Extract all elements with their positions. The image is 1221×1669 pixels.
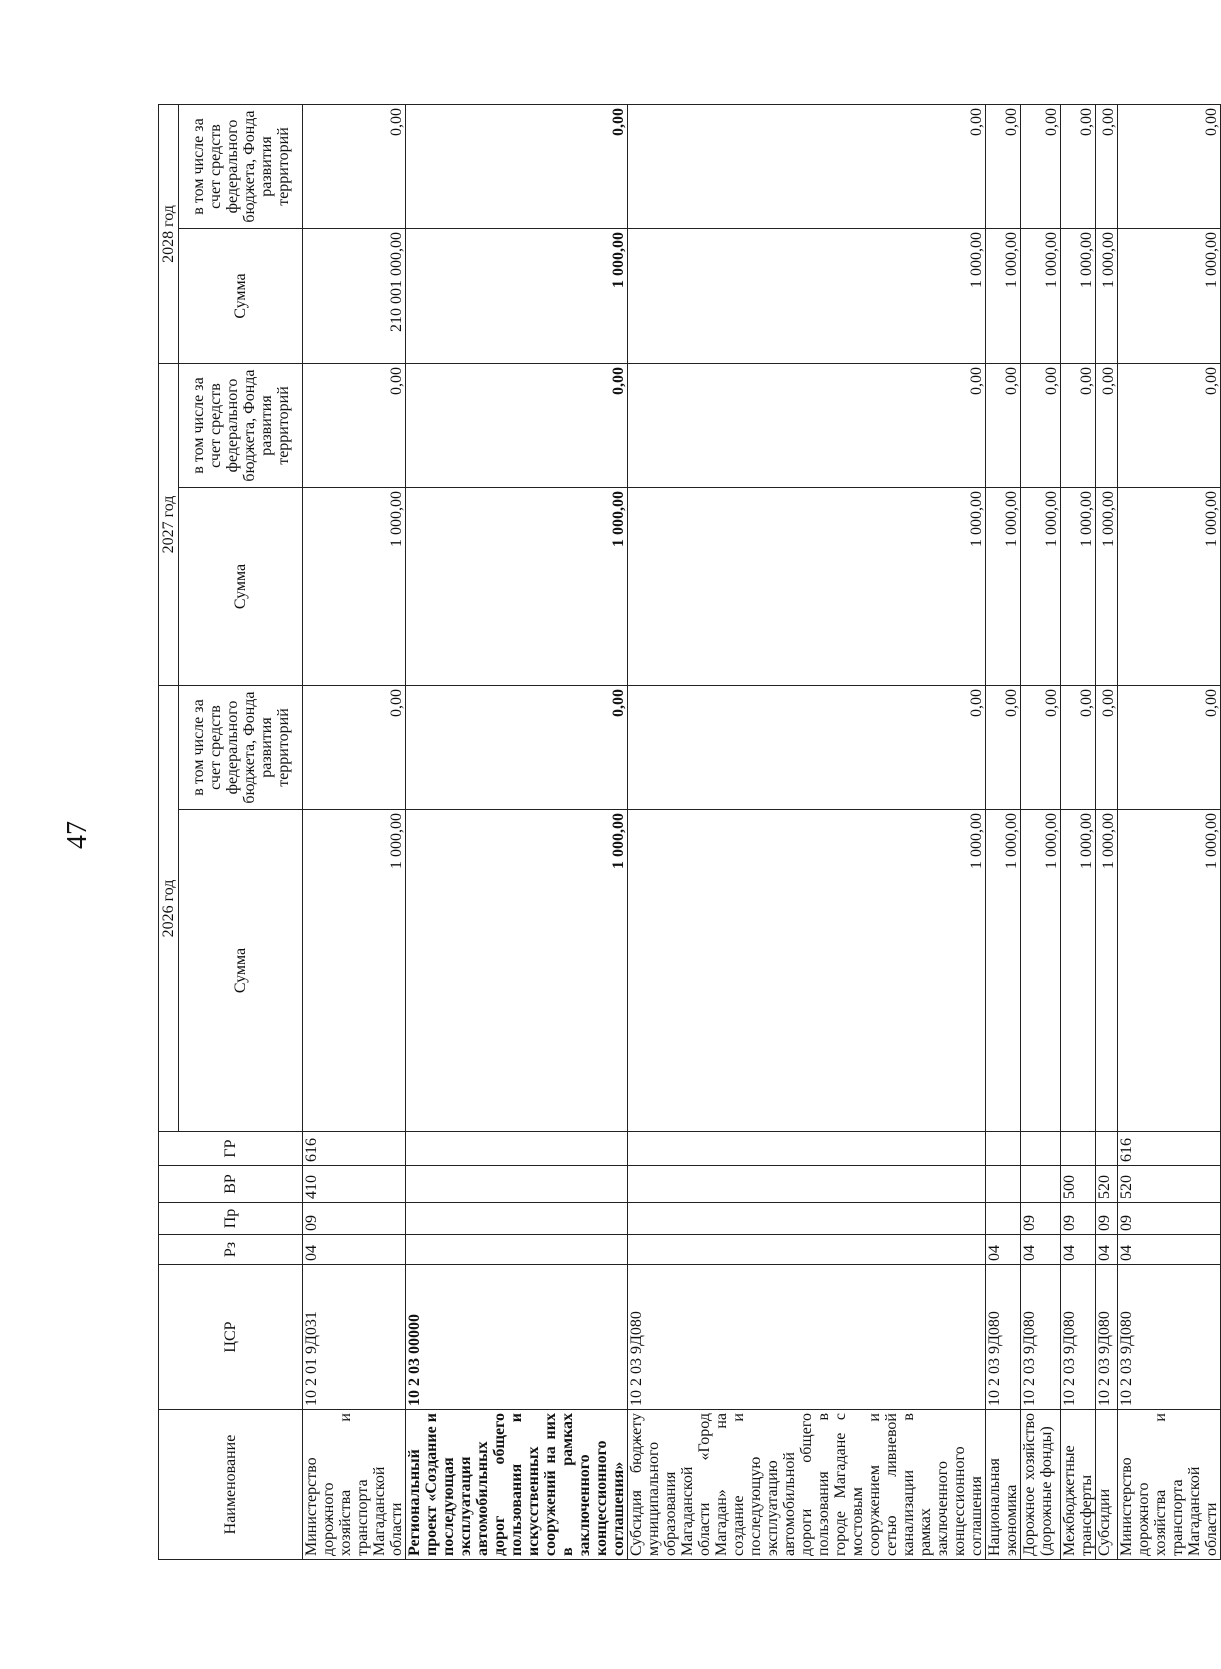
row-pr: 09 [1096, 1203, 1118, 1235]
header-incl-2027: в том числе за счет средств федерального бюджета, Фонда развития территорий [179, 364, 303, 488]
row-incl-2028: 0,00 [303, 105, 406, 229]
page-number: 47 [62, 821, 93, 849]
row-csr: 10 2 03 9Д080 [628, 1265, 986, 1410]
row-incl-2026: 0,00 [303, 686, 406, 810]
row-vr [628, 1166, 986, 1203]
row-sum-2027: 1 000,00 [1021, 488, 1061, 686]
row-sum-2027: 1 000,00 [303, 488, 406, 686]
table-row [1096, 105, 1118, 1560]
row-pr [628, 1203, 986, 1235]
row-rz [406, 1235, 628, 1265]
row-gr [1096, 1132, 1118, 1166]
header-year-2027: 2027 год [159, 364, 179, 686]
row-incl-2028: 0,00 [1096, 105, 1118, 229]
row-incl-2027: 0,00 [986, 364, 1021, 488]
rotated-table-container [158, 105, 1220, 1560]
header-name: Наименование [159, 1410, 303, 1560]
row-csr: 10 2 03 00000 [406, 1265, 628, 1410]
row-gr [1021, 1132, 1061, 1166]
table-row [1118, 105, 1221, 1560]
row-gr [628, 1132, 986, 1166]
row-sum-2028: 1 000,00 [1061, 229, 1096, 364]
row-sum-2027: 1 000,00 [406, 488, 628, 686]
row-incl-2026: 0,00 [1118, 686, 1221, 810]
table-row [1061, 105, 1096, 1560]
row-sum-2028: 1 000,00 [986, 229, 1021, 364]
row-name: Региональный проект «Создание и последующая эксплуатация автомобильных дорог общего пользования и искусственных сооружений на них в рамках заключенного концессионного соглашения» [406, 1410, 628, 1560]
row-incl-2028: 0,00 [1118, 105, 1221, 229]
row-incl-2026: 0,00 [406, 686, 628, 810]
row-sum-2027: 1 000,00 [1061, 488, 1096, 686]
row-rz: 04 [1096, 1235, 1118, 1265]
row-incl-2027: 0,00 [303, 364, 406, 488]
header-sum-2028: Сумма [179, 229, 303, 364]
row-incl-2028: 0,00 [1021, 105, 1061, 229]
row-incl-2027: 0,00 [628, 364, 986, 488]
row-csr: 10 2 03 9Д080 [1021, 1265, 1061, 1410]
row-vr: 500 [1061, 1166, 1096, 1203]
header-year-2026: 2026 год [159, 686, 179, 1132]
row-incl-2027: 0,00 [406, 364, 628, 488]
row-incl-2026: 0,00 [1061, 686, 1096, 810]
header-incl-2028: в том числе за счет средств федерального бюджета, Фонда развития территорий [179, 105, 303, 229]
row-sum-2026: 1 000,00 [406, 810, 628, 1132]
row-rz: 04 [1118, 1235, 1221, 1265]
header-rz: Рз [159, 1235, 303, 1265]
header-year-2028: 2028 год [159, 105, 179, 364]
row-sum-2026: 1 000,00 [303, 810, 406, 1132]
row-sum-2026: 1 000,00 [1021, 810, 1061, 1132]
row-rz: 04 [1021, 1235, 1061, 1265]
table-row [303, 105, 406, 1560]
row-gr: 616 [1118, 1132, 1221, 1166]
row-incl-2026: 0,00 [986, 686, 1021, 810]
row-incl-2027: 0,00 [1061, 364, 1096, 488]
row-name: Субсидия бюджету муниципального образования Магаданской области «Город Магадан» на создание и последующую эксплуатацию автомобильной дороги общего пользования в городе Магадане с мостовым сооружением и сетью ливневой канализации в рамках заключенного концессионного соглашения [628, 1410, 986, 1560]
row-vr: 410 [303, 1166, 406, 1203]
header-vr: ВР [159, 1166, 303, 1203]
row-sum-2026: 1 000,00 [628, 810, 986, 1132]
budget-table [158, 104, 1221, 1560]
table-row [986, 105, 1021, 1560]
row-sum-2028: 210 001 000,00 [303, 229, 406, 364]
row-csr: 10 2 03 9Д080 [1118, 1265, 1221, 1410]
row-gr: 616 [303, 1132, 406, 1166]
row-incl-2028: 0,00 [1061, 105, 1096, 229]
row-csr: 10 2 03 9Д080 [1096, 1265, 1118, 1410]
row-incl-2027: 0,00 [1118, 364, 1221, 488]
row-name: Субсидии [1096, 1410, 1118, 1560]
table-row [1021, 105, 1061, 1560]
row-sum-2028: 1 000,00 [628, 229, 986, 364]
header-incl-2026: в том числе за счет средств федерального бюджета, Фонда развития территорий [179, 686, 303, 810]
header-sum-2027: Сумма [179, 488, 303, 686]
row-gr [986, 1132, 1021, 1166]
row-incl-2028: 0,00 [406, 105, 628, 229]
row-rz [628, 1235, 986, 1265]
row-sum-2028: 1 000,00 [406, 229, 628, 364]
row-pr [986, 1203, 1021, 1235]
row-incl-2026: 0,00 [1021, 686, 1061, 810]
row-csr: 10 2 01 9Д031 [303, 1265, 406, 1410]
table-row [406, 105, 628, 1560]
header-csr: ЦСР [159, 1265, 303, 1410]
row-sum-2026: 1 000,00 [1118, 810, 1221, 1132]
row-sum-2027: 1 000,00 [1118, 488, 1221, 686]
row-incl-2028: 0,00 [628, 105, 986, 229]
header-gr: ГР [159, 1132, 303, 1166]
row-csr: 10 2 03 9Д080 [986, 1265, 1021, 1410]
row-pr: 09 [1061, 1203, 1096, 1235]
row-sum-2028: 1 000,00 [1118, 229, 1221, 364]
row-sum-2028: 1 000,00 [1021, 229, 1061, 364]
row-vr: 520 [1096, 1166, 1118, 1203]
row-gr [406, 1132, 628, 1166]
row-gr [1061, 1132, 1096, 1166]
row-sum-2026: 1 000,00 [986, 810, 1021, 1132]
row-name: Министерство дорожного хозяйства и транспорта Магаданской области [303, 1410, 406, 1560]
header-pr: Пр [159, 1203, 303, 1235]
row-vr [986, 1166, 1021, 1203]
row-pr: 09 [1021, 1203, 1061, 1235]
row-rz: 04 [1061, 1235, 1096, 1265]
row-incl-2028: 0,00 [986, 105, 1021, 229]
row-sum-2026: 1 000,00 [1096, 810, 1118, 1132]
row-incl-2026: 0,00 [1096, 686, 1118, 810]
row-name: Национальная экономика [986, 1410, 1021, 1560]
row-sum-2027: 1 000,00 [1096, 488, 1118, 686]
row-incl-2027: 0,00 [1021, 364, 1061, 488]
row-sum-2027: 1 000,00 [986, 488, 1021, 686]
row-vr: 520 [1118, 1166, 1221, 1203]
row-pr [406, 1203, 628, 1235]
row-incl-2026: 0,00 [628, 686, 986, 810]
row-name: Дорожное хозяйство (дорожные фонды) [1021, 1410, 1061, 1560]
row-vr [1021, 1166, 1061, 1203]
table-row [628, 105, 986, 1560]
row-pr: 09 [303, 1203, 406, 1235]
row-csr: 10 2 03 9Д080 [1061, 1265, 1096, 1410]
row-name: Межбюджетные трансферты [1061, 1410, 1096, 1560]
header-sum-2026: Сумма [179, 810, 303, 1132]
row-rz: 04 [303, 1235, 406, 1265]
row-sum-2026: 1 000,00 [1061, 810, 1096, 1132]
row-rz: 04 [986, 1235, 1021, 1265]
row-vr [406, 1166, 628, 1203]
row-name: Министерство дорожного хозяйства и транспорта Магаданской области [1118, 1410, 1221, 1560]
row-pr: 09 [1118, 1203, 1221, 1235]
row-sum-2028: 1 000,00 [1096, 229, 1118, 364]
row-sum-2027: 1 000,00 [628, 488, 986, 686]
row-incl-2027: 0,00 [1096, 364, 1118, 488]
